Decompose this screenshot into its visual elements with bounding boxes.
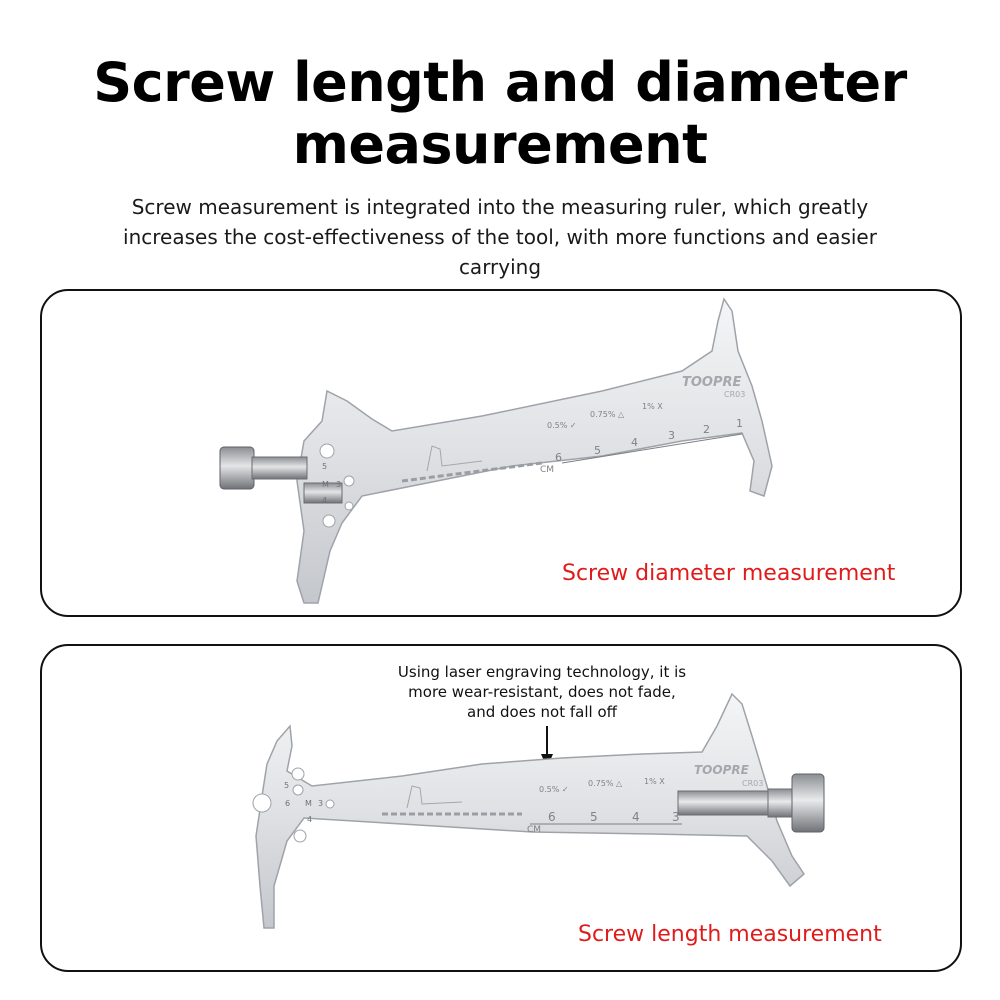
ruler-body bbox=[297, 299, 772, 603]
scale-number-4: 4 bbox=[632, 810, 640, 824]
hole-label-5: 5 bbox=[322, 462, 328, 471]
hole-m bbox=[294, 830, 306, 842]
page-title bbox=[0, 52, 1000, 176]
diameter-measurement-panel bbox=[40, 289, 962, 617]
hole-6 bbox=[323, 515, 335, 527]
wear-label-1: 0.5% ✓ bbox=[539, 785, 569, 794]
title-line-1: Screw length and diameter bbox=[93, 51, 907, 114]
hole-label-4: 4 bbox=[307, 815, 313, 824]
scale-number-6: 6 bbox=[555, 451, 562, 464]
hole-label-m: M bbox=[305, 799, 312, 808]
hole-label-6: 6 bbox=[285, 799, 291, 808]
hole-5 bbox=[320, 444, 334, 458]
hole-4 bbox=[345, 502, 353, 510]
scale-number-1: 1 bbox=[736, 417, 743, 430]
wear-label-3: 1% X bbox=[642, 402, 663, 411]
hole-label-3: 3 bbox=[318, 799, 324, 808]
wear-label-2: 0.75% △ bbox=[588, 779, 623, 788]
scale-number-6: 6 bbox=[548, 810, 556, 824]
model-mark: CR03 bbox=[724, 390, 746, 399]
note-line-2: more wear-resistant, does not fade, bbox=[408, 683, 676, 701]
scale-number-3: 3 bbox=[668, 429, 675, 442]
title-line-2: measurement bbox=[292, 113, 708, 176]
brand-mark: TOOPRE bbox=[694, 763, 749, 777]
hole-4 bbox=[293, 785, 303, 795]
page-subtitle bbox=[90, 192, 910, 282]
scale-number-4: 4 bbox=[631, 436, 638, 449]
hole-5 bbox=[292, 768, 304, 780]
note-line-3: and does not fall off bbox=[467, 703, 617, 721]
scale-unit: CM bbox=[540, 465, 555, 475]
subtitle-line-1: Screw measurement is integrated into the measuring ruler, which greatly bbox=[131, 195, 869, 219]
subtitle-line-3: carrying bbox=[458, 255, 542, 279]
hole-label-5: 5 bbox=[284, 781, 290, 790]
wear-label-3: 1% X bbox=[644, 777, 665, 786]
scale-unit: CM bbox=[527, 825, 542, 835]
length-caption: Screw length measurement bbox=[578, 922, 882, 947]
hole-label-4: 4 bbox=[322, 496, 328, 505]
wear-label-1: 0.5% ✓ bbox=[547, 421, 577, 430]
model-mark: CR03 bbox=[742, 779, 764, 788]
hole-3 bbox=[326, 800, 334, 808]
note-line-1: Using laser engraving technology, it is bbox=[397, 663, 687, 681]
hole-label-3: 3 bbox=[336, 480, 342, 489]
brand-mark: TOOPRE bbox=[682, 375, 742, 390]
scale-number-5: 5 bbox=[594, 444, 601, 457]
wear-label-2: 0.75% △ bbox=[590, 410, 625, 419]
scale-number-3: 3 bbox=[672, 810, 680, 824]
hole-label-m: M bbox=[322, 480, 329, 489]
subtitle-line-2: increases the cost-effectiveness of the tool, with more functions and easier bbox=[123, 225, 877, 249]
scale-number-2: 2 bbox=[703, 423, 710, 436]
scale-number-5: 5 bbox=[590, 810, 598, 824]
diameter-caption: Screw diameter measurement bbox=[562, 561, 896, 586]
hole-3 bbox=[344, 476, 354, 486]
hole-6 bbox=[253, 794, 271, 812]
length-measurement-panel bbox=[40, 644, 962, 972]
